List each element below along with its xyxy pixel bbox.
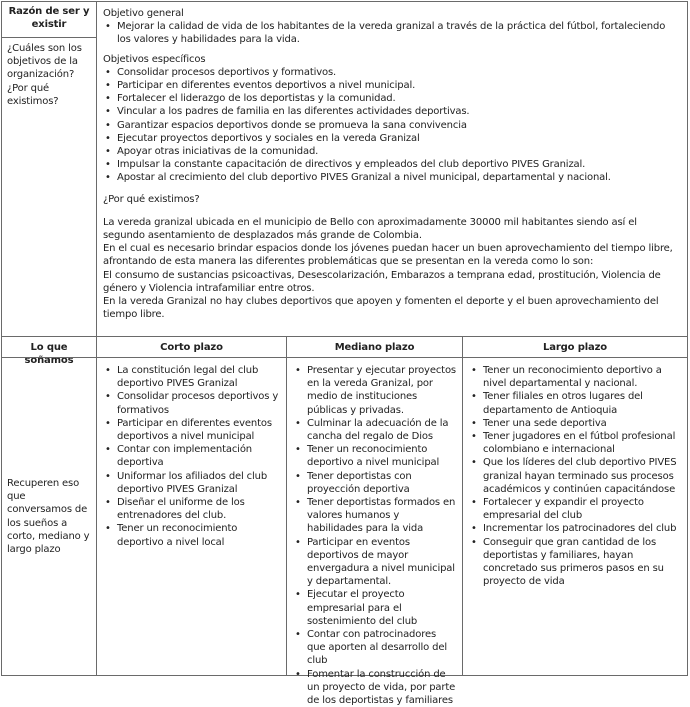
long-term-header-cell (462, 336, 688, 358)
medium-term-item: • Tener deportistas formados en valores humanos y habilidades para la vida (293, 496, 456, 536)
reason-header-cell (1, 1, 97, 38)
dreams-question: Recuperen eso que conversamos de los sueños a corto, mediano y largo plazo (7, 477, 90, 555)
reason-header (6, 5, 92, 31)
why-paragraph: El consumo de sustancias psicoactivas, Desescolarización, Embarazos a temprana edad, prostitución, Violencia de género y Violencia intrafamiliar entre otros. (103, 269, 661, 294)
reason-header-line1: Razón de ser y (8, 6, 90, 17)
long-term-item: • Que los líderes del club deportivo PIVES granizal hayan terminado sus procesos académicos y continúen capacitándose (469, 456, 681, 496)
medium-term-item: • Ejecutar el proyecto empresarial para el sostenimiento del club (293, 588, 456, 628)
general-objective-item: • Mejorar la calidad de vida de los habitantes de la vereda granizal a través de la práctica del fútbol, fortaleciendo los valores y habilidades para la vida. (103, 20, 673, 46)
long-term-item: • Incrementar los patrocinadores del club (469, 522, 681, 535)
medium-term-item: • Contar con patrocinadores que aporten al desarrollo del club (293, 628, 456, 668)
long-term-cell (462, 357, 688, 676)
short-term-item: • Consolidar procesos deportivos y formativos (103, 390, 280, 416)
general-objective-title: Objetivo general (103, 8, 184, 19)
objectives-table (1, 1, 688, 707)
short-term-list (103, 364, 280, 549)
specific-objective-item: • Participar en diferentes eventos deportivos a nivel municipal. (103, 79, 673, 92)
objectives-content-cell (96, 1, 688, 337)
medium-term-item: • Presentar y ejecutar proyectos en la vereda Granizal, por medio de instituciones públicas y privadas. (293, 364, 456, 417)
long-term-item: • Conseguir que gran cantidad de los deportistas y familiares, hayan concretado sus primeros pasos en su proyecto de vida (469, 536, 681, 589)
medium-term-title: Mediano plazo (334, 342, 415, 353)
specific-objectives-title: Objetivos específicos (103, 53, 206, 65)
specific-objective-item: • Impulsar la constante capacitación de directivos y empleados del club deportivo PIVES Granizal. (103, 158, 673, 171)
short-term-header-cell (96, 336, 287, 358)
specific-objective-item: • Fortalecer el liderazgo de los deportistas y la comunidad. (103, 92, 673, 105)
long-term-item: • Fortalecer y expandir el proyecto empresarial del club (469, 496, 681, 522)
dreams-question-cell (1, 357, 97, 676)
short-term-item: • La constitución legal del club deportivo PIVES Granizal (103, 364, 280, 390)
short-term-item: • Participar en diferentes eventos deportivos a nivel municipal (103, 417, 280, 443)
long-term-item: • Tener una sede deportiva (469, 417, 681, 430)
short-term-item: • Tener un reconocimiento deportivo a nivel local (103, 522, 280, 548)
why-paragraphs (103, 216, 673, 322)
specific-objective-item: • Apoyar otras iniciativas de la comunidad. (103, 145, 673, 158)
medium-term-item: • Tener un reconocimiento deportivo a nivel municipal (293, 443, 456, 469)
long-term-item: • Tener jugadores en el fútbol profesional colombiano e internacional (469, 430, 681, 456)
long-term-list (469, 364, 681, 588)
medium-term-list (293, 364, 456, 707)
specific-objective-item: • Ejecutar proyectos deportivos y sociales en la vereda Granizal (103, 132, 673, 145)
general-objective-list (103, 20, 673, 46)
reason-question-cell (1, 37, 97, 337)
short-term-cell (96, 357, 287, 676)
long-term-title: Largo plazo (543, 342, 607, 353)
short-term-item: • Diseñar el uniforme de los entrenadores del club. (103, 496, 280, 522)
medium-term-item: • Participar en eventos deportivos de mayor envergadura a nivel municipal y departamental. (293, 536, 456, 589)
long-term-item: • Tener un reconocimiento deportivo a nivel departamental y nacional. (469, 364, 681, 390)
medium-term-item: • Culminar la adecuación de la cancha del regalo de Dios (293, 417, 456, 443)
dreams-header-cell (1, 336, 97, 367)
why-paragraph: En el cual es necesario brindar espacios donde los jóvenes puedan hacer un buen aprovechamiento del tiempo libre, afrontando de esta manera las diferentes problemáticas que se presentan en la vereda como lo son: (103, 243, 673, 268)
why-paragraph: La vereda granizal ubicada en el municipio de Bello con aproximadamente 30000 mil habitantes siendo así el segundo asentamiento de desplazados más grande de Colombia. (103, 216, 637, 242)
specific-objective-item: • Vincular a los padres de familia en las diferentes actividades deportivas. (103, 105, 673, 118)
short-term-item: • Contar con implementación deportiva (103, 443, 280, 469)
reason-header-line2: existir (31, 19, 67, 31)
why-title: ¿Por qué existimos? (103, 193, 200, 205)
specific-objective-item: • Garantizar espacios deportivos donde se promueva la sana convivencia (103, 119, 673, 132)
medium-term-item: • Tener deportistas con proyección deportiva (293, 470, 456, 496)
medium-term-header-cell (286, 336, 463, 358)
why-paragraph: En la vereda Granizal no hay clubes deportivos que apoyen y fomenten el deporte y el buen aprovechamiento del tiempo libre. (103, 296, 659, 321)
specific-objective-item: • Consolidar procesos deportivos y formativos. (103, 66, 673, 79)
reason-question: ¿Cuáles son los objetivos de la organización? ¿Por qué existimos? (7, 43, 82, 107)
dreams-header: Lo que soñamos (24, 342, 74, 367)
medium-term-cell (286, 357, 463, 707)
specific-objective-item: • Apostar al crecimiento del club deportivo PIVES Granizal a nivel municipal, departamental y nacional. (103, 171, 673, 184)
long-term-item: • Tener filiales en otros lugares del departamento de Antioquia (469, 390, 681, 416)
short-term-title: Corto plazo (160, 342, 223, 353)
short-term-item: • Uniformar los afiliados del club deportivo PIVES Granizal (103, 470, 280, 496)
specific-objectives-list (103, 66, 673, 185)
medium-term-item: • Fomentar la construcción de un proyecto de vida, por parte de los deportistas y familiares (293, 668, 456, 707)
